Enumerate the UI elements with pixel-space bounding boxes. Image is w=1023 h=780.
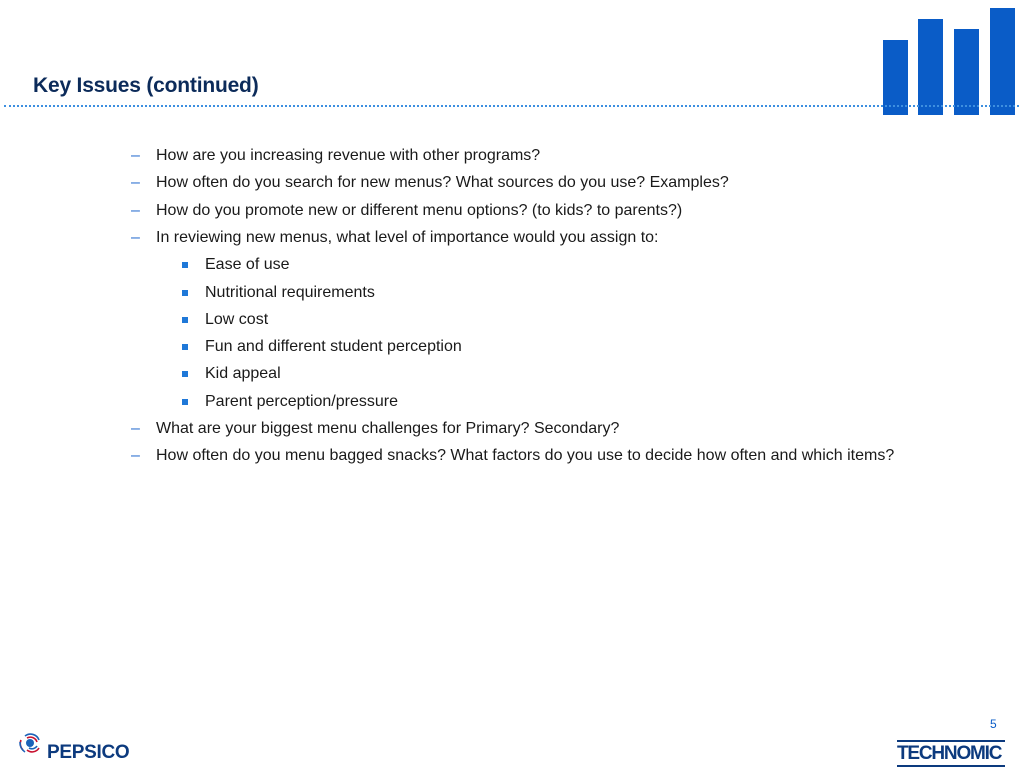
- dash-marker: –: [131, 174, 140, 191]
- sub-item: Low cost: [205, 311, 269, 328]
- question-item: In reviewing new menus, what level of importance would you assign to:: [156, 229, 659, 246]
- slide-title: Key Issues (continued): [33, 74, 259, 97]
- sub-item: Kid appeal: [205, 365, 281, 382]
- square-bullet-icon: [182, 317, 188, 323]
- pepsico-logo: [15, 728, 165, 768]
- header-bar: [918, 19, 943, 115]
- pepsico-globe-icon: [15, 728, 45, 758]
- technomic-rule-bottom: [897, 765, 1005, 767]
- header-bar: [883, 40, 908, 115]
- technomic-wordmark: TECHNOMIC: [897, 743, 1002, 764]
- sub-item: Fun and different student perception: [205, 338, 462, 355]
- dash-marker: –: [131, 447, 140, 464]
- sub-item: Nutritional requirements: [205, 284, 375, 301]
- page-number: 5: [990, 717, 997, 731]
- question-item: How do you promote new or different menu options? (to kids? to parents?): [156, 202, 683, 219]
- header-bar: [954, 29, 979, 115]
- technomic-rule-top: [897, 740, 1005, 742]
- dash-marker: –: [131, 229, 140, 246]
- dash-marker: –: [131, 147, 140, 164]
- question-item: How often do you menu bagged snacks? What factors do you use to decide how often and which items?: [156, 447, 895, 464]
- dash-marker: –: [131, 420, 140, 437]
- pepsico-wordmark: PEPSICO: [47, 742, 130, 763]
- sub-item: Parent perception/pressure: [205, 393, 398, 410]
- square-bullet-icon: [182, 399, 188, 405]
- question-item: How often do you search for new menus? What sources do you use? Examples?: [156, 174, 729, 191]
- header-bar-graphic: [0, 0, 1023, 120]
- question-item: How are you increasing revenue with other programs?: [156, 147, 541, 164]
- square-bullet-icon: [182, 262, 188, 268]
- square-bullet-icon: [182, 371, 188, 377]
- header-bar: [990, 8, 1015, 115]
- technomic-logo: [897, 740, 1007, 770]
- square-bullet-icon: [182, 344, 188, 350]
- question-item: What are your biggest menu challenges for Primary? Secondary?: [156, 420, 620, 437]
- title-divider: [4, 105, 1019, 107]
- dash-marker: –: [131, 202, 140, 219]
- square-bullet-icon: [182, 290, 188, 296]
- sub-item: Ease of use: [205, 256, 290, 273]
